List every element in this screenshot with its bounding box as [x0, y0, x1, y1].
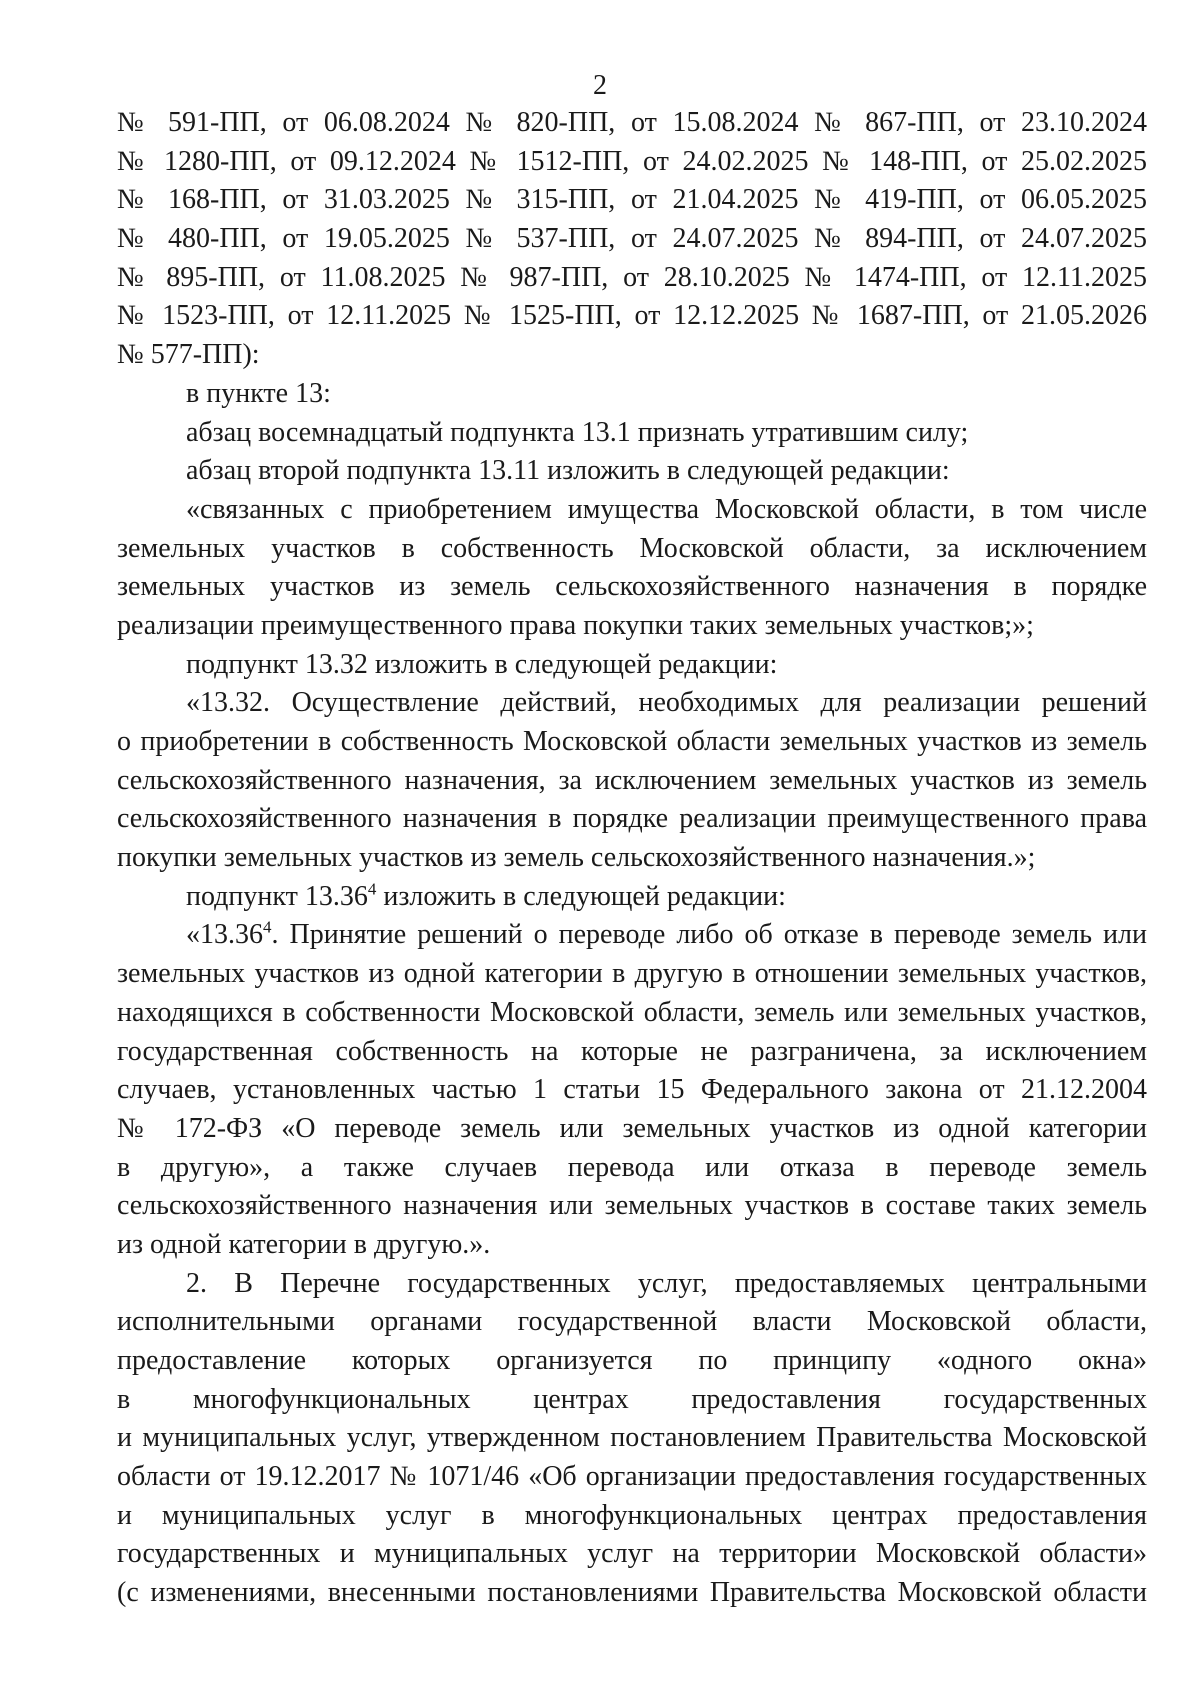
text-line: земельных участков в собственность Московской области, за исключением — [117, 532, 1147, 564]
document-body — [117, 104, 1147, 1613]
text-line: сельскохозяйственного назначения, за исключением земельных участков из земель — [117, 764, 1147, 796]
text-line: о приобретении в собственность Московской области земельных участков из земель — [117, 726, 1147, 757]
text-line: № 172-ФЗ «О переводе земель или земельных участков из одной категории — [117, 1112, 1147, 1144]
text-line — [117, 878, 1147, 917]
text-line: № 895-ПП, от 11.08.2025 № 987-ПП, от 28.10.2025 № 1474-ПП, от 12.11.2025 — [117, 261, 1147, 293]
text-segment: изложить в следующей редакции: — [376, 880, 786, 912]
text-line: области от 19.12.2017 № 1071/46 «Об организации предоставления государственных — [117, 1461, 1147, 1493]
text-line: (с изменениями, внесенными постановлениями Правительства Московской области — [117, 1577, 1147, 1609]
text-line: земельных участков из земель сельскохозяйственного назначения в порядке — [117, 571, 1147, 603]
text-line: предоставление которых организуется по принципу «одного окна» — [117, 1345, 1147, 1376]
text-line: в многофункциональных центрах предоставления государственных — [117, 1383, 1147, 1415]
text-line: в другую», а также случаев перевода или отказа в переводе земель — [117, 1151, 1147, 1183]
text-segment: подпункт 13.36 — [186, 880, 368, 912]
superscript-index: 4 — [263, 918, 272, 938]
text-line: подпункт 13.32 изложить в следующей редакции: — [186, 648, 778, 680]
text-line: 2. В Перечне государственных услуг, предоставляемых центральными — [186, 1267, 1147, 1299]
text-line: исполнительными органами государственной власти Московской области, — [117, 1306, 1147, 1338]
text-segment: «13.36 — [186, 919, 263, 951]
text-line: № 577-ПП): — [117, 339, 260, 371]
text-line: № 168-ПП, от 31.03.2025 № 315-ПП, от 21.04.2025 № 419-ПП, от 06.05.2025 — [117, 184, 1147, 216]
text-line — [117, 916, 1147, 955]
text-line: абзац второй подпункта 13.11 изложить в следующей редакции: — [186, 455, 950, 487]
text-line: абзац восемнадцатый подпункта 13.1 признать утратившим силу; — [186, 416, 969, 448]
text-line: реализации преимущественного права покупки таких земельных участков;»; — [117, 609, 1034, 641]
page-number: 2 — [593, 70, 607, 101]
text-line: земельных участков из одной категории в другую в отношении земельных участков, — [117, 958, 1147, 990]
text-line: находящихся в собственности Московской области, земель или земельных участков, — [117, 996, 1147, 1028]
text-line: покупки земельных участков из земель сельскохозяйственного назначения.»; — [117, 842, 1036, 874]
text-line: «связанных с приобретением имущества Московской области, в том числе — [186, 493, 1147, 525]
text-line: в пункте 13: — [186, 377, 331, 409]
text-line: № 1523-ПП, от 12.11.2025 № 1525-ПП, от 12.12.2025 № 1687-ПП, от 21.05.2026 — [117, 300, 1147, 332]
text-line: сельскохозяйственного назначения в порядке реализации преимущественного права — [117, 803, 1147, 835]
text-line: № 1280-ПП, от 09.12.2024 № 1512-ПП, от 24.02.2025 № 148-ПП, от 25.02.2025 — [117, 145, 1147, 177]
text-line: и муниципальных услуг в многофункциональных центрах предоставления — [117, 1499, 1147, 1531]
text-line: случаев, установленных частью 1 статьи 15 Федерального закона от 21.12.2004 — [117, 1074, 1147, 1106]
text-line: государственная собственность на которые не разграничена, за исключением — [117, 1035, 1147, 1067]
text-line: «13.32. Осуществление действий, необходимых для реализации решений — [186, 687, 1147, 719]
text-line: № 591-ПП, от 06.08.2024 № 820-ПП, от 15.08.2024 № 867-ПП, от 23.10.2024 — [117, 107, 1147, 138]
text-line: № 480-ПП, от 19.05.2025 № 537-ПП, от 24.07.2025 № 894-ПП, от 24.07.2025 — [117, 223, 1147, 255]
superscript-index: 4 — [367, 879, 377, 899]
text-segment: . Принятие решений о переводе либо об отказе в переводе земель или — [271, 919, 1147, 951]
text-line: государственных и муниципальных услуг на территории Московской области» — [117, 1538, 1147, 1570]
text-line: и муниципальных услуг, утвержденном постановлением Правительства Московской — [117, 1422, 1147, 1454]
text-line: из одной категории в другую.». — [117, 1228, 491, 1260]
text-line: сельскохозяйственного назначения или земельных участков в составе таких земель — [117, 1190, 1147, 1222]
